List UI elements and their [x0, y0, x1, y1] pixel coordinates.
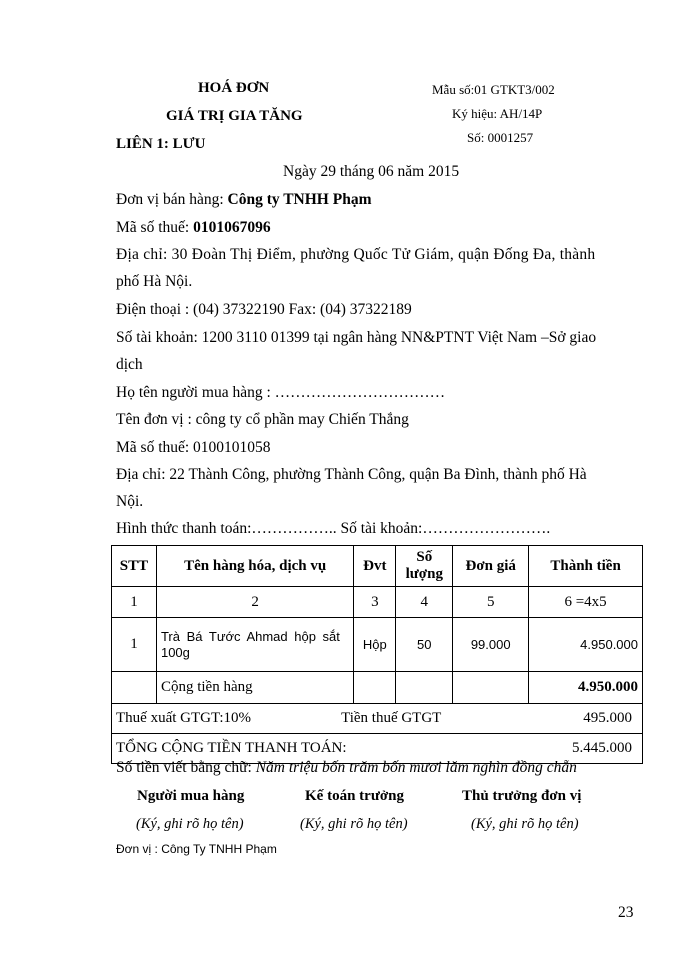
seller-name: Công ty TNHH Phạm [227, 191, 372, 208]
item-name: Trà Bá Tước Ahmad hộp sắt 100g [156, 618, 353, 672]
buyer-name-line: Họ tên người mua hàng : …………………………… [116, 384, 446, 401]
subtotal-label: Cộng tiền hàng [156, 672, 353, 704]
table-header-row [112, 546, 643, 587]
vat-value: 495.000 [583, 710, 632, 726]
subtotal-value: 4.950.000 [529, 672, 643, 704]
amount-words-value: Năm triệu bốn trăm bốn mươi lăm nghìn đồng chẵn [255, 759, 577, 776]
item-unit: Hộp [354, 618, 396, 672]
table-row [112, 618, 643, 672]
seller-tax-code: 0101067096 [193, 219, 271, 236]
signature-title-director: Thủ trưởng đơn vị [462, 788, 582, 804]
seller-tax-line [116, 219, 271, 237]
buyer-address-2: Nội. [116, 493, 144, 510]
index-cell: 4 [396, 587, 453, 618]
vat-label: Tiền thuế GTGT [341, 710, 442, 726]
item-price: 99.000 [453, 618, 529, 672]
index-row [112, 587, 643, 618]
amount-words-label: Số tiền viết bằng chữ: [116, 759, 256, 776]
col-amount: Thành tiền [529, 546, 643, 587]
seller-name-line [116, 191, 371, 209]
subtotal-row [112, 672, 643, 704]
vat-row [112, 704, 643, 734]
seller-address-2: phố Hà Nội. [116, 273, 193, 290]
invoice-title: HOÁ ĐƠN [198, 80, 270, 96]
index-cell: 3 [354, 587, 396, 618]
index-cell: 2 [156, 587, 353, 618]
payment-line: Hình thức thanh toán:…………….. Số tài khoản:……………………. [116, 520, 551, 537]
amount-in-words [116, 759, 577, 777]
buyer-tax-line: Mã số thuế: 0100101058 [116, 439, 271, 456]
col-price: Đơn giá [453, 546, 529, 587]
seller-tax-label: Mã số thuế: [116, 219, 194, 236]
invoice-symbol: Ký hiệu: AH/14P [452, 106, 543, 121]
invoice-table [111, 545, 643, 764]
signature-note-director: (Ký, ghi rõ họ tên) [471, 816, 579, 832]
signature-title-accountant: Kế toán trưởng [305, 788, 404, 804]
vat-rate-label: Thuế xuất GTGT:10% [116, 710, 252, 726]
form-number: Mẫu số:01 GTKT3/002 [432, 82, 555, 97]
footer-unit: Đơn vị : Công Ty TNHH Phạm [116, 842, 277, 856]
page-number: 23 [618, 904, 634, 921]
col-unit: Đvt [354, 546, 396, 587]
col-name: Tên hàng hóa, dịch vụ [156, 546, 353, 587]
signature-note-buyer: (Ký, ghi rõ họ tên) [136, 816, 244, 832]
invoice-number: Số: 0001257 [467, 130, 534, 145]
index-cell: 5 [453, 587, 529, 618]
seller-label: Đơn vị bán hàng: [116, 191, 228, 208]
item-stt: 1 [112, 618, 157, 672]
seller-account-2: dịch [116, 356, 143, 373]
total-label: TỔNG CỘNG TIỀN THANH TOÁN: [116, 740, 347, 756]
total-value: 5.445.000 [572, 740, 632, 756]
copy-label: LIÊN 1: LƯU [116, 136, 206, 152]
invoice-subtitle: GIÁ TRỊ GIA TĂNG [166, 108, 303, 124]
index-cell: 1 [112, 587, 157, 618]
buyer-unit-line: Tên đơn vị : công ty cổ phần may Chiến Thắng [116, 411, 409, 428]
seller-address-1: Địa chỉ: 30 Đoàn Thị Điểm, phường Quốc Tử Giám, quận Đống Đa, thành [116, 246, 596, 263]
signature-title-buyer: Người mua hàng [137, 788, 245, 804]
item-qty: 50 [396, 618, 453, 672]
index-cell: 6 =4x5 [529, 587, 643, 618]
seller-account-1: Số tài khoản: 1200 3110 01399 tại ngân hàng NN&PTNT Việt Nam –Sở giao [116, 329, 597, 346]
seller-phone-fax: Điện thoại : (04) 37322190 Fax: (04) 37322189 [116, 301, 412, 318]
buyer-address-1: Địa chỉ: 22 Thành Công, phường Thành Công, quận Ba Đình, thành phố Hà [116, 466, 587, 483]
signature-note-accountant: (Ký, ghi rõ họ tên) [300, 816, 408, 832]
invoice-date: Ngày 29 tháng 06 năm 2015 [283, 163, 460, 180]
col-qty: Số lượng [396, 546, 453, 587]
col-stt: STT [112, 546, 157, 587]
item-amount: 4.950.000 [529, 618, 643, 672]
